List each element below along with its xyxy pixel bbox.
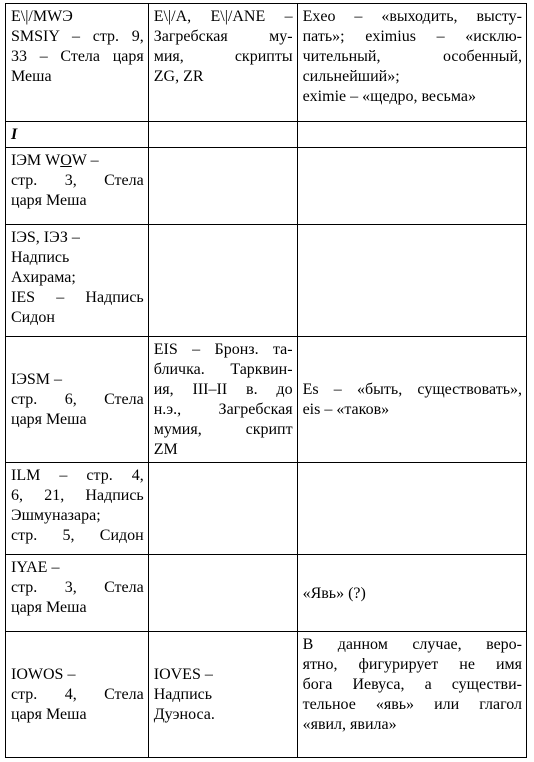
- cell-line: мумия, скрипт: [153, 421, 293, 438]
- cell-line: IЭSM –: [11, 371, 63, 388]
- cell-parallel: [148, 225, 297, 337]
- cell-line: Exeo – «выходить, высту-: [302, 8, 522, 25]
- section-letter-cell: [6, 122, 149, 148]
- cell-meaning: [297, 225, 526, 337]
- table-row: [6, 122, 527, 148]
- word-part: IЭМ W: [11, 152, 61, 169]
- cell-line: Эшмуназара;: [11, 507, 101, 524]
- cell-inscription: [6, 555, 149, 632]
- cell-line: В данном случае, веро-: [302, 636, 522, 653]
- cell-line: eximie – «щедро, весьма»: [302, 88, 476, 105]
- cell-line: «Явь» (?): [302, 584, 366, 602]
- cell-line: ILM – стр. 4,: [11, 467, 144, 484]
- cell-line: ятно, фигурирует не имя: [302, 656, 522, 673]
- cell-line: Загребская му-: [153, 28, 293, 45]
- cell-parallel: [148, 148, 297, 225]
- cell-line: стр. 6, Стела: [11, 391, 144, 408]
- cell-line: «явил, явила»: [302, 716, 397, 733]
- cell-meaning: [297, 555, 526, 632]
- cell-line: E\|/A, E\|/ANE –: [153, 8, 293, 25]
- cell-meaning: [297, 632, 526, 758]
- table-row: [6, 337, 527, 463]
- table-row: [6, 632, 527, 758]
- word-part: W –: [71, 152, 99, 169]
- table-row: [6, 148, 527, 225]
- table-row: [6, 4, 527, 122]
- cell-line: IOVES –: [153, 666, 213, 683]
- cell-line: Дуэноса.: [153, 706, 215, 723]
- cell-line: ZG, ZR: [153, 68, 204, 85]
- cell-line: бличка. Тарквин-: [153, 361, 293, 378]
- cell-inscription: [6, 148, 149, 225]
- cell-inscription: [6, 632, 149, 758]
- cell-inscription: [6, 4, 149, 122]
- cell-line: EIS – Бронз. та-: [153, 341, 293, 358]
- cell-line: Es – «быть, существовать»,: [302, 381, 522, 398]
- cell-line: Надпись: [11, 249, 70, 266]
- cell-line: тельное «явь» или глагол: [302, 696, 522, 713]
- table-row: [6, 555, 527, 632]
- cell-parallel: [148, 122, 297, 148]
- cell-line: царя Меша: [11, 411, 87, 428]
- cell-parallel: [148, 555, 297, 632]
- cell-line: 33 – Стела царя: [11, 48, 144, 65]
- cell-line: царя Меша: [11, 192, 87, 209]
- cell-line: IES – Надпись: [11, 289, 144, 306]
- cell-inscription: [6, 337, 149, 463]
- cell-line: Меша: [11, 68, 52, 85]
- cell-line: чительный, особенный,: [302, 48, 522, 65]
- cell-line: Надпись: [153, 686, 213, 703]
- cell-line: 6, 21, Надпись: [11, 487, 144, 504]
- cell-line: н.э., Загребская: [153, 401, 293, 418]
- cell-line: бога Иевуса, а существи-: [302, 676, 522, 693]
- cell-line: пать»; eximius – «исклю-: [302, 28, 522, 45]
- cell-line: царя Меша: [11, 706, 87, 723]
- cell-parallel: [148, 632, 297, 758]
- cell-line: стр. 3, Стела: [11, 172, 144, 189]
- cell-line: [11, 151, 144, 171]
- cell-meaning: [297, 148, 526, 225]
- cell-line: стр. 3, Стела: [11, 579, 144, 596]
- cell-line: Сидон: [11, 309, 55, 326]
- cell-line: стр. 5, Сидон: [11, 527, 144, 544]
- cell-line: мия, скрипты: [153, 48, 293, 65]
- cell-line: царя Меша: [11, 599, 87, 616]
- cell-line: SMSIY – стр. 9,: [11, 28, 144, 45]
- cell-inscription: [6, 463, 149, 555]
- cell-meaning: [297, 4, 526, 122]
- table-row: [6, 463, 527, 555]
- cell-line: Ахирама;: [11, 269, 76, 286]
- cell-parallel: [148, 337, 297, 463]
- cell-line: IYAE –: [11, 559, 60, 576]
- underlined-letter: O: [60, 152, 72, 169]
- glossary-table: [5, 3, 527, 758]
- cell-line: IOWOS –: [11, 666, 76, 683]
- cell-line: eis – «таков»: [302, 401, 390, 418]
- cell-meaning: [297, 463, 526, 555]
- cell-line: IЭS, IЭЗ –: [11, 229, 80, 246]
- cell-line: ZM: [153, 441, 178, 458]
- cell-inscription: [6, 225, 149, 337]
- cell-meaning: [297, 122, 526, 148]
- cell-parallel: [148, 4, 297, 122]
- cell-meaning: [297, 337, 526, 463]
- cell-line: ия, III–II в. до: [153, 381, 293, 398]
- cell-line: E\|/MWЭ: [11, 8, 73, 25]
- cell-line: стр. 4, Стела: [11, 686, 144, 703]
- table-row: [6, 225, 527, 337]
- section-letter: I: [11, 126, 18, 143]
- cell-parallel: [148, 463, 297, 555]
- cell-line: сильнейший»;: [302, 68, 400, 85]
